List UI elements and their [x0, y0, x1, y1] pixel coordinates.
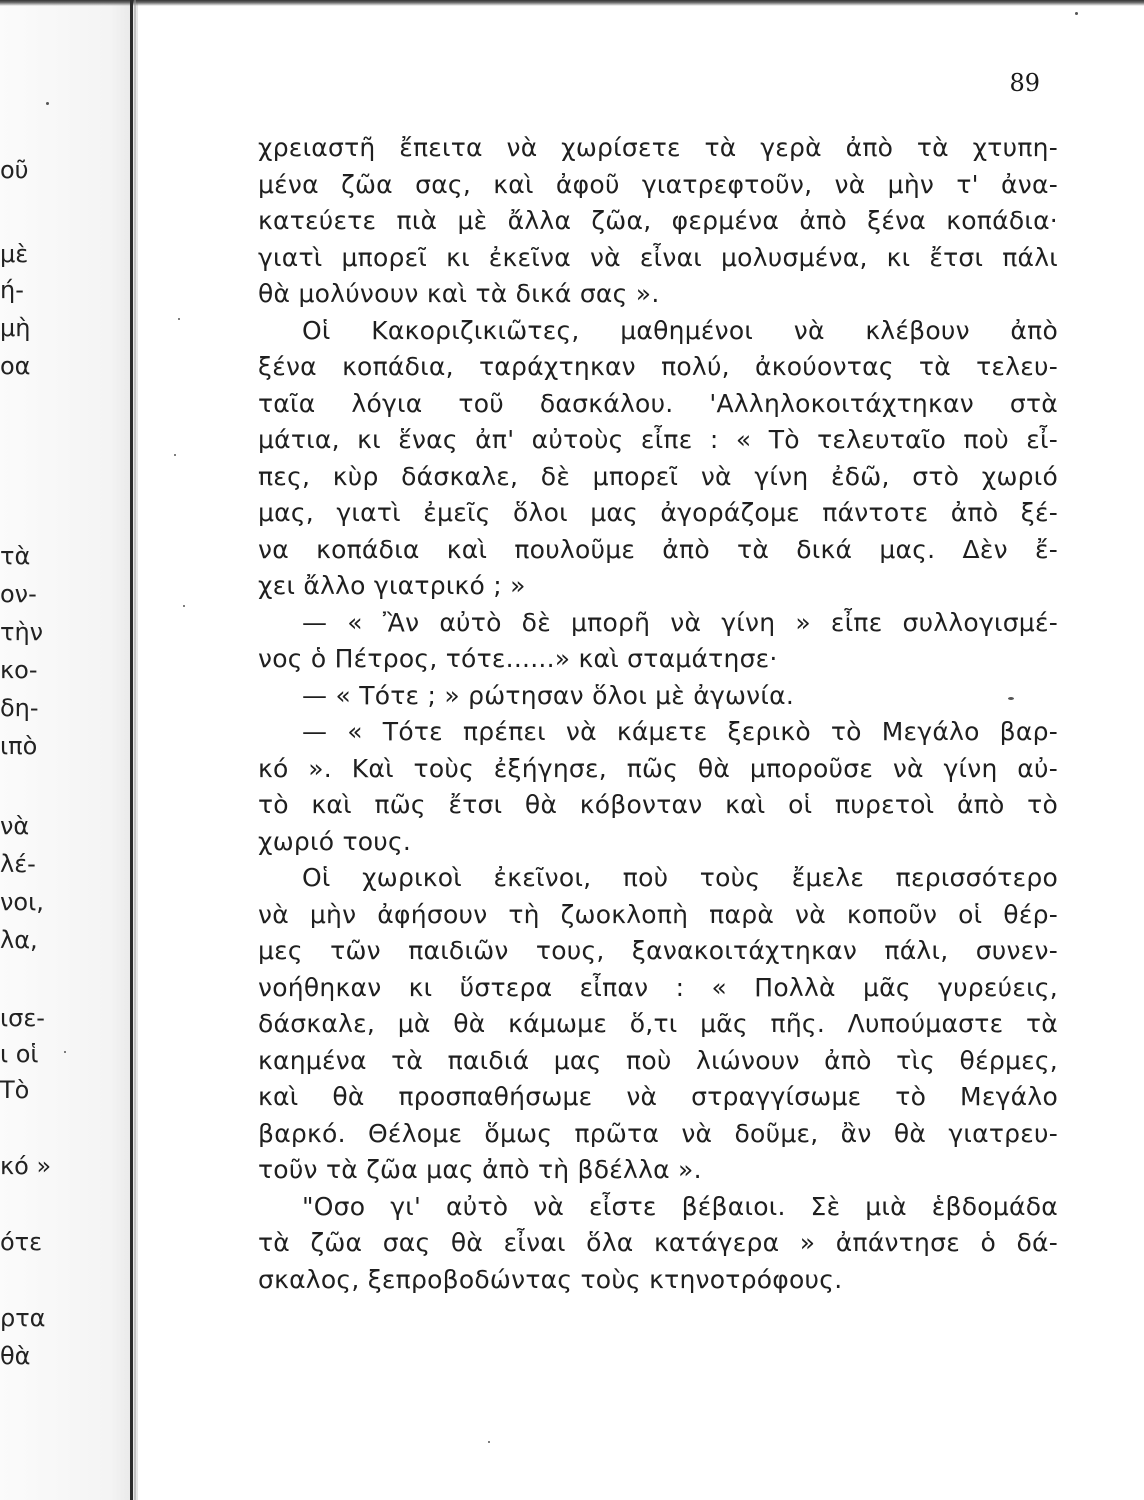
fragment: οα [0, 352, 31, 380]
text-line: νοήθηκαν κι ὕστερα εἶπαν : « Πολλὰ μᾶς γυρεύεις, [258, 972, 1058, 1002]
text-line: χωριό τους. [258, 826, 412, 856]
fragment: ον- [0, 580, 37, 608]
text-line: να κοπάδια καὶ πουλοῦμε ἀπὸ τὰ δικά μας. Δὲν ἔ- [258, 534, 1058, 564]
fragment: ιπὸ [0, 732, 38, 760]
fragment: νοι, [0, 888, 44, 916]
text-line: μάτια, κι ἕνας ἀπ' αὐτοὺς εἶπε : « Τὸ τελευταῖο ποὺ εἶ- [258, 425, 1058, 454]
text-line: νὰ μὴν ἀφήσουν τὴ ζωοκλοπὴ παρὰ νὰ κοποῦν οἱ θέρ- [258, 899, 1058, 929]
text-line: μας, γιατὶ ἐμεῖς ὅλοι μας ἀγοράζομε πάντοτε ἀπὸ ξέ- [258, 498, 1058, 527]
text-line: κατεύετε πιὰ μὲ ἄλλα ζῶα, φερμένα ἀπὸ ξένα κοπάδια· [258, 206, 1058, 235]
fragment: μὲ [0, 240, 29, 268]
fragment: θὰ [0, 1342, 31, 1370]
text-line: — « Τότε ; » ρώτησαν ὅλοι μὲ ἀγωνία. [302, 680, 795, 710]
text-line: χει ἄλλο γιατρικό ; » [258, 571, 526, 600]
scan-speck [174, 454, 176, 456]
text-line: "Οσο γι' αὐτὸ νὰ εἶστε βέβαιοι. Σὲ μιὰ ἑβδομάδα [302, 1191, 1058, 1221]
text-line: τοῦν τὰ ζῶα μας ἀπὸ τὴ βδέλλα ». [258, 1155, 702, 1184]
body-text [258, 130, 1058, 1298]
top-scan-edge [0, 0, 1144, 6]
text-line: δάσκαλε, μὰ θὰ κάμωμε ὅ,τι μᾶς πῆς. Λυπούμαστε τὰ [258, 1009, 1058, 1038]
text-line: μες τῶν παιδιῶν τους, ξανακοιτάχτηκαν πάλι, συνεν- [258, 936, 1058, 965]
text-line: μένα ζῶα σας, καὶ ἀφοῦ γιατρεφτοῦν, νὰ μὴν τ' ἀνα- [258, 169, 1058, 199]
book-gutter-line [130, 0, 133, 1500]
fragment: τὰ [0, 542, 31, 570]
scan-speck [488, 1441, 490, 1443]
fragment: ι οἱ [0, 1040, 39, 1068]
text-line: — « Ἂν αὐτὸ δὲ μπορῆ νὰ γίνη » εἶπε συλλογισμέ- [302, 607, 1058, 637]
text-line: γιατὶ μπορεῖ κι ἐκεῖνα νὰ εἶναι μολυσμένα, κι ἔτσι πάλι [258, 242, 1058, 272]
fragment: νὰ [0, 812, 30, 840]
scan-speck [1008, 697, 1014, 700]
fragment: κο- [0, 656, 38, 684]
text-line: καὶ θὰ προσπαθήσωμε νὰ στραγγίσωμε τὸ Μεγάλο [258, 1082, 1058, 1111]
text-line: — « Τότε πρέπει νὰ κάμετε ξερικὸ τὸ Μεγάλο βαρ- [302, 717, 1058, 746]
text-line: ξένα κοπάδια, ταράχτηκαν πολύ, ἀκούοντας τὰ τελευ- [258, 352, 1058, 381]
scan-speck [178, 318, 180, 320]
fragment: λέ- [0, 850, 36, 878]
fragment: ρτα [0, 1304, 46, 1332]
text-line: τὸ καὶ πῶς ἔτσι θὰ κόβονταν καὶ οἱ πυρετοὶ ἀπὸ τὸ [258, 790, 1058, 819]
text-line: καημένα τὰ παιδιά μας ποὺ λιώνουν ἀπὸ τὶς θέρμες, [258, 1045, 1058, 1075]
scan-speck [1075, 12, 1078, 15]
fragment: τὴν [0, 618, 44, 646]
fragment: οῦ [0, 156, 29, 184]
fragment: Τὸ [0, 1076, 30, 1104]
text-line: θὰ μολύνουν καὶ τὰ δικά σας ». [258, 279, 660, 308]
text-line: τὰ ζῶα σας θὰ εἶναι ὅλα κατάγερα » ἀπάντησε ὁ δά- [258, 1228, 1058, 1257]
text-line: βαρκό. Θέλομε ὅμως πρῶτα νὰ δοῦμε, ἂν θὰ γιατρευ- [258, 1118, 1058, 1148]
fragment: ή- [0, 276, 24, 304]
text-line: Οἱ Κακοριζικιῶτες, μαθημένοι νὰ κλέβουν ἀπὸ [302, 315, 1058, 345]
text-line: ταῖα λόγια τοῦ δασκάλου. 'Αλληλοκοιτάχτηκαν στὰ [258, 388, 1058, 418]
fragment: ισε- [0, 1004, 45, 1032]
text-line: πες, κὺρ δάσκαλε, δὲ μπορεῖ νὰ γίνη ἐδῶ, στὸ χωριό [258, 461, 1058, 491]
text-line: σκαλος, ξεπροβοδώντας τοὺς κτηνοτρόφους. [258, 1264, 843, 1294]
text-line: κό ». Καὶ τοὺς ἐξήγησε, πῶς θὰ μποροῦσε νὰ γίνη αὐ- [258, 753, 1058, 783]
book-gutter-shadow [134, 0, 136, 1500]
fragment: κό » [0, 1152, 52, 1180]
scan-speck [46, 102, 49, 105]
fragment: μὴ [0, 314, 31, 342]
fragment: δη- [0, 694, 39, 722]
text-line: χρειαστῆ ἔπειτα νὰ χωρίσετε τὰ γερὰ ἀπὸ τὰ χτυπη- [258, 133, 1058, 162]
text-line: Οἱ χωρικοὶ ἐκεῖνοι, ποὺ τοὺς ἔμελε περισσότερο [302, 863, 1058, 892]
fragment: ότε [0, 1228, 43, 1256]
fragment: λα, [0, 926, 38, 954]
scan-speck [183, 605, 185, 607]
text-line: νος ὁ Πέτρος, τότε......» καὶ σταμάτησε· [258, 644, 778, 673]
page-number: 89 [1009, 69, 1040, 97]
scan-speck [64, 1051, 66, 1053]
left-page-fragments [0, 0, 128, 1500]
